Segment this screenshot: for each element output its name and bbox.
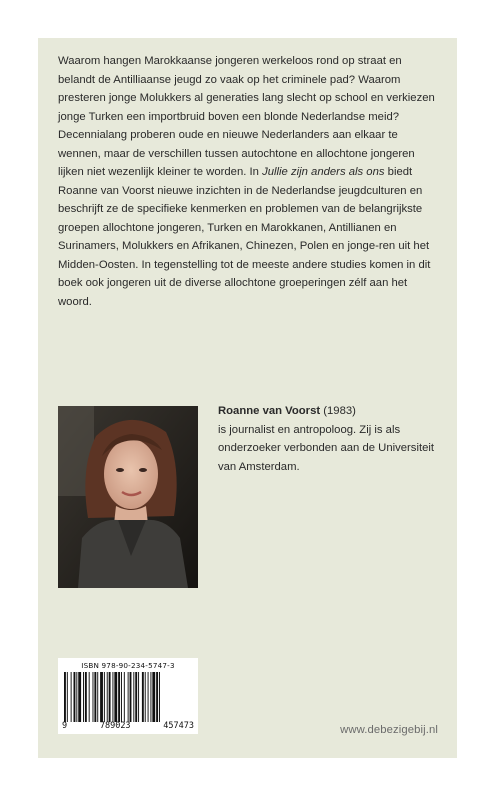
blurb-part-2: biedt Roanne van Voorst nieuwe inzichten in de Nederlandse jeugdculturen en beschrijft ze de specifieke kenmerken en problemen van de belangrijkste groepen allochtone jongeren, Turken en Marokkanen, Antillianen en Surinamers, Molukkers en Afrikanen, Chinezen, Polen en jonge-ren uit het Midden-Oosten. In tegenstelling tot de meeste andere studies komen in dit boek ook jongeren uit de diverse allochtone groeperingen zélf aan het woord. xyxy=(58,166,431,308)
barcode-stripe xyxy=(71,672,72,722)
barcode-stripe xyxy=(97,672,98,722)
barcode-stripe xyxy=(138,672,139,722)
publisher-website[interactable]: www.debezigebij.nl xyxy=(340,724,438,736)
barcode-stripe xyxy=(152,672,155,722)
barcode-stripe xyxy=(64,672,66,722)
barcode-stripe xyxy=(112,672,113,722)
barcode-stripe xyxy=(128,672,129,722)
barcode-stripe xyxy=(74,672,76,722)
barcode-stripe xyxy=(78,672,81,722)
barcode-stripe xyxy=(67,672,68,722)
isbn-label: ISBN 978-90-234-5747-3 xyxy=(81,661,175,670)
barcode-stripe xyxy=(159,672,160,722)
barcode-stripe xyxy=(121,672,122,722)
barcode-stripe xyxy=(100,672,103,722)
author-info xyxy=(218,402,448,476)
barcode-stripe xyxy=(133,672,134,722)
barcode-stripe xyxy=(89,672,90,722)
barcode-stripe xyxy=(156,672,158,722)
isbn-barcode xyxy=(58,658,198,734)
author-photo xyxy=(58,406,198,588)
barcode-stripe xyxy=(114,672,117,722)
barcode-stripe xyxy=(145,672,146,722)
barcode-stripe xyxy=(107,672,108,722)
blurb-part-1: Waarom hangen Marokkaanse jongeren werkeloos rond op straat en belandt de Antilliaanse jeugd zo vaak op het criminele pad? Waarom presteren jonge Molukkers al generaties lang slecht op school en verkiezen jonge Turken een importbruid boven een blonde Nederlandse meid? Decennialang proberen oude en nieuwe Nederlanders aan elkaar te wennen, maar de verschillen tussen autochtone en allochtone jongeren lijken niet wezenlijk kleiner te worden. In xyxy=(58,55,435,178)
author-year: (1983) xyxy=(323,405,356,417)
barcode-stripe xyxy=(76,672,77,722)
barcode-stripe xyxy=(130,672,132,722)
barcode-stripe xyxy=(142,672,144,722)
barcode-stripe xyxy=(104,672,105,722)
back-cover xyxy=(38,38,457,758)
barcode-stripe xyxy=(148,672,149,722)
blurb-text xyxy=(58,52,438,311)
barcode-bars xyxy=(64,672,192,722)
barcode-stripe xyxy=(94,672,96,722)
barcode-digits xyxy=(58,721,198,731)
barcode-stripe xyxy=(124,672,125,722)
barcode-stripe xyxy=(118,672,120,722)
barcode-digit-group-1: 9 xyxy=(62,721,68,731)
barcode-stripe xyxy=(85,672,87,722)
author-name: Roanne van Voorst xyxy=(218,405,321,417)
barcode-stripe xyxy=(109,672,111,722)
book-title: Jullie zijn anders als ons xyxy=(262,166,385,178)
barcode-stripe xyxy=(150,672,151,722)
author-bio: is journalist en antropoloog. Zij is als onderzoeker verbonden aan de Universiteit van Amsterdam. xyxy=(218,423,435,473)
barcode-digit-group-3: 457473 xyxy=(163,721,194,731)
barcode-stripe xyxy=(93,672,94,722)
barcode-digit-group-2: 789023 xyxy=(99,721,131,731)
barcode-stripe xyxy=(135,672,137,722)
barcode-stripe xyxy=(83,672,84,722)
